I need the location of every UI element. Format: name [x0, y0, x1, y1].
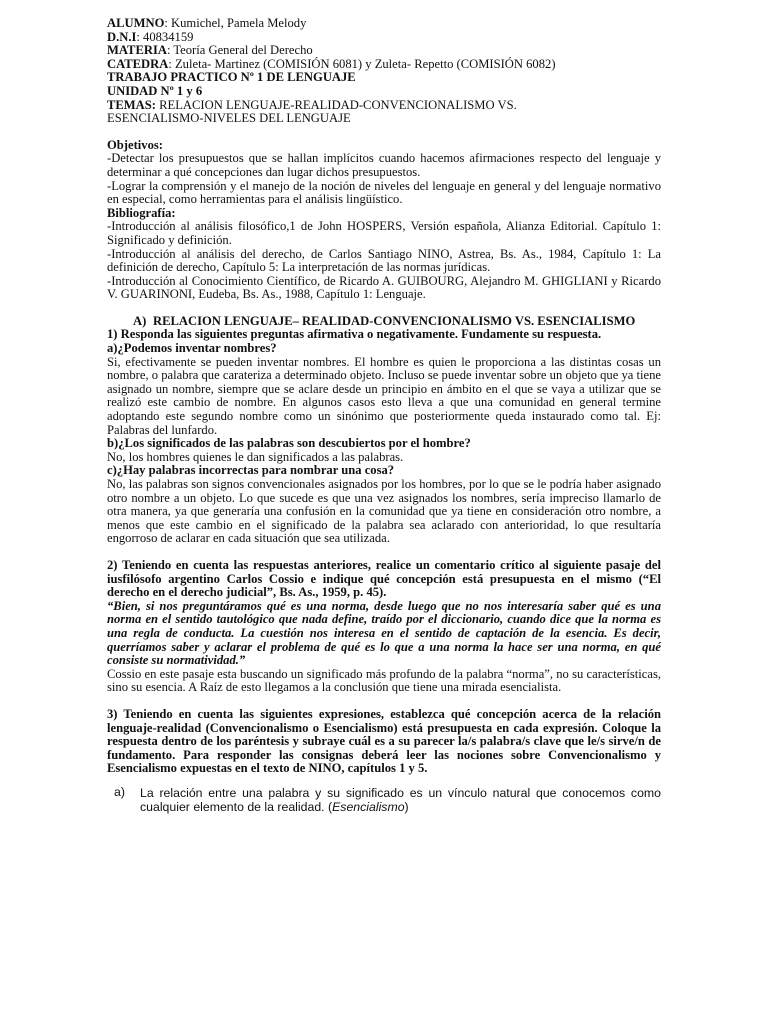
- q1-prompt: 1) Responda las siguientes preguntas afirmativa o negativamente. Fundamente su respuesta.: [107, 327, 602, 342]
- temas-line: TEMAS: RELACION LENGUAJE-REALIDAD-CONVENCIONALISMO VS.: [107, 97, 517, 112]
- dni-line: D.N.I: 40834159: [107, 29, 194, 44]
- q1b-answer: No, los hombres quienes le dan significados a las palabras.: [107, 449, 404, 464]
- section-a-title: RELACION LENGUAJE– REALIDAD-CONVENCIONALISMO VS. ESENCIALISMO: [153, 313, 636, 328]
- bibliografia-item: -Introducción al Conocimiento Científico, de Ricardo A. GUIBOURG, Alejandro M. GHIGLIANI y Ricardo V. GUARINONI, Eudeba, Bs. As., 1988, Capítulo 1: Lenguaje.: [107, 273, 661, 302]
- document-body: [107, 17, 661, 815]
- objetivos-title: Objetivos:: [107, 137, 163, 152]
- bibliografia-section: [107, 207, 661, 302]
- catedra-line: CATEDRA: Zuleta- Martinez (COMISIÓN 6081) y Zuleta- Repetto (COMISIÓN 6082): [107, 56, 556, 71]
- bibliografia-item: -Introducción al análisis del derecho, de Carlos Santiago NINO, Astrea, Bs. As., 1984, Capítulo 1: La definición de derecho, Capítulo 5: La interpretación de las normas jurídicas.: [107, 246, 661, 275]
- q1a-question: a)¿Podemos inventar nombres?: [107, 341, 277, 356]
- objetivos-section: [107, 139, 661, 207]
- q1c-answer: No, las palabras son signos convencionales asignados por los hombres, por lo que se le podría haber asignado otro nombre a un objeto. Lo que sucede es que una vez asignados los nombres, sería impreciso llamarlo de otra manera, ya que generaría una confusión en la comunidad que ya tiene en consideración otro nombre, a menos que este cambio en el significado de la palabra sea aclarado con anterioridad, lo que resultaría engorroso de aclarar en cada situación que sea utilizada.: [107, 477, 661, 546]
- objetivo-item: -Lograr la comprensión y el manejo de la noción de niveles del lenguaje en general y del lenguaje normativo en especial, como herramientas para el análisis lingüístico.: [107, 178, 661, 207]
- objetivo-item: -Detectar los presupuestos que se hallan implícitos cuando hacemos afirmaciones respecto del lenguaje y determinar a qué concepciones dan lugar dichos presupuestos.: [107, 151, 661, 179]
- q3-item-text: La relación entre una palabra y su significado es un vínculo natural que conocemos como cualquier elemento de la realidad. (Esencialismo): [140, 785, 661, 815]
- q3-item-number: a): [114, 784, 125, 799]
- q3-item-a: [114, 786, 661, 815]
- section-a-heading: [133, 315, 661, 329]
- q1a-answer: Si, efectivamente se pueden inventar nombres. El hombre es quien le proporciona a las distintas cosas un nombre, o palabra que carateriza a determinado objeto. Incluso se puede inventar sobre un objeto que ya tiene asignado un nombre, siempre que se aclare desde un principio en ámbito en el que se vaya a utilizar que se realizó este cambio de nombre. En algunos casos esto lleva a que una comunidad en general termine adoptando este segundo nombre como un sinónimo que posteriormente queda instaurado como tal. Ej: Palabras del lunfardo.: [107, 354, 661, 437]
- bibliografia-item: -Introducción al análisis filosófico,1 de John HOSPERS, Versión española, Alianza Editorial. Capítulo 1: Significado y definición.: [107, 219, 661, 247]
- materia-line: MATERIA: Teoría General del Derecho: [107, 43, 313, 58]
- q3-prompt: 3) Teniendo en cuenta las siguientes expresiones, establezca qué concepción acerca de la relación lenguaje-realidad (Convencionalismo o Esencialismo) está presupuesta en cada expresión. Coloque la respuesta dentro de los paréntesis y subraye cuál es a su parecer la/s palabra/s clave que le/s sirve/n de fundamento. Para responder las consignas deberá leer las nociones sobre Convencionalismo y Esencialismo expuestas en el texto de NINO, capítulos 1 y 5.: [107, 706, 661, 776]
- bibliografia-title: Bibliografía:: [107, 205, 176, 220]
- q3-item-answer: Esencialismo: [332, 800, 405, 815]
- alumno-line: ALUMNO: Kumichel, Pamela Melody: [107, 16, 307, 30]
- temas-line-2: ESENCIALISMO-NIVELES DEL LENGUAJE: [107, 111, 351, 126]
- q2-quote: “Bien, si nos preguntáramos qué es una norma, desde luego que no nos interesaría saber qué es una norma en el sentido tautológico que nada define, traído por el diccionario, cuando dice que la norma es una regla de conducta. La cuestión nos interesa en el sentido de captación de la esencia. Es decir, querríamos saber y aclarar el problema de qué es lo que a una norma la hace ser una norma, en qué consiste su normatividad.”: [107, 598, 661, 668]
- header-block: [107, 17, 661, 126]
- question-1: [107, 328, 661, 546]
- q1b-question: b)¿Los significados de las palabras son descubiertos por el hombre?: [107, 436, 471, 451]
- q2-answer: Cossio en este pasaje esta buscando un significado más profundo de la palabra “norma”, no su características, sino su esencia. A Raíz de esto llegamos a la conclusión que tiene una mirada esencialista.: [107, 666, 661, 695]
- q2-prompt: 2) Teniendo en cuenta las respuestas anteriores, realice un comentario crítico al siguiente pasaje del iusfilósofo argentino Carlos Cossio e indique qué concepción está presupuesta en el mismo (“El derecho en el derecho judicial”, Bs. As., 1959, p. 45).: [107, 557, 661, 600]
- section-a-number: A): [133, 313, 147, 328]
- question-3: [107, 708, 661, 815]
- unidad-title: UNIDAD Nº 1 y 6: [107, 83, 203, 98]
- q1c-question: c)¿Hay palabras incorrectas para nombrar una cosa?: [107, 463, 395, 478]
- question-2: [107, 559, 661, 695]
- trabajo-title: TRABAJO PRACTICO Nº 1 DE LENGUAJE: [107, 70, 356, 85]
